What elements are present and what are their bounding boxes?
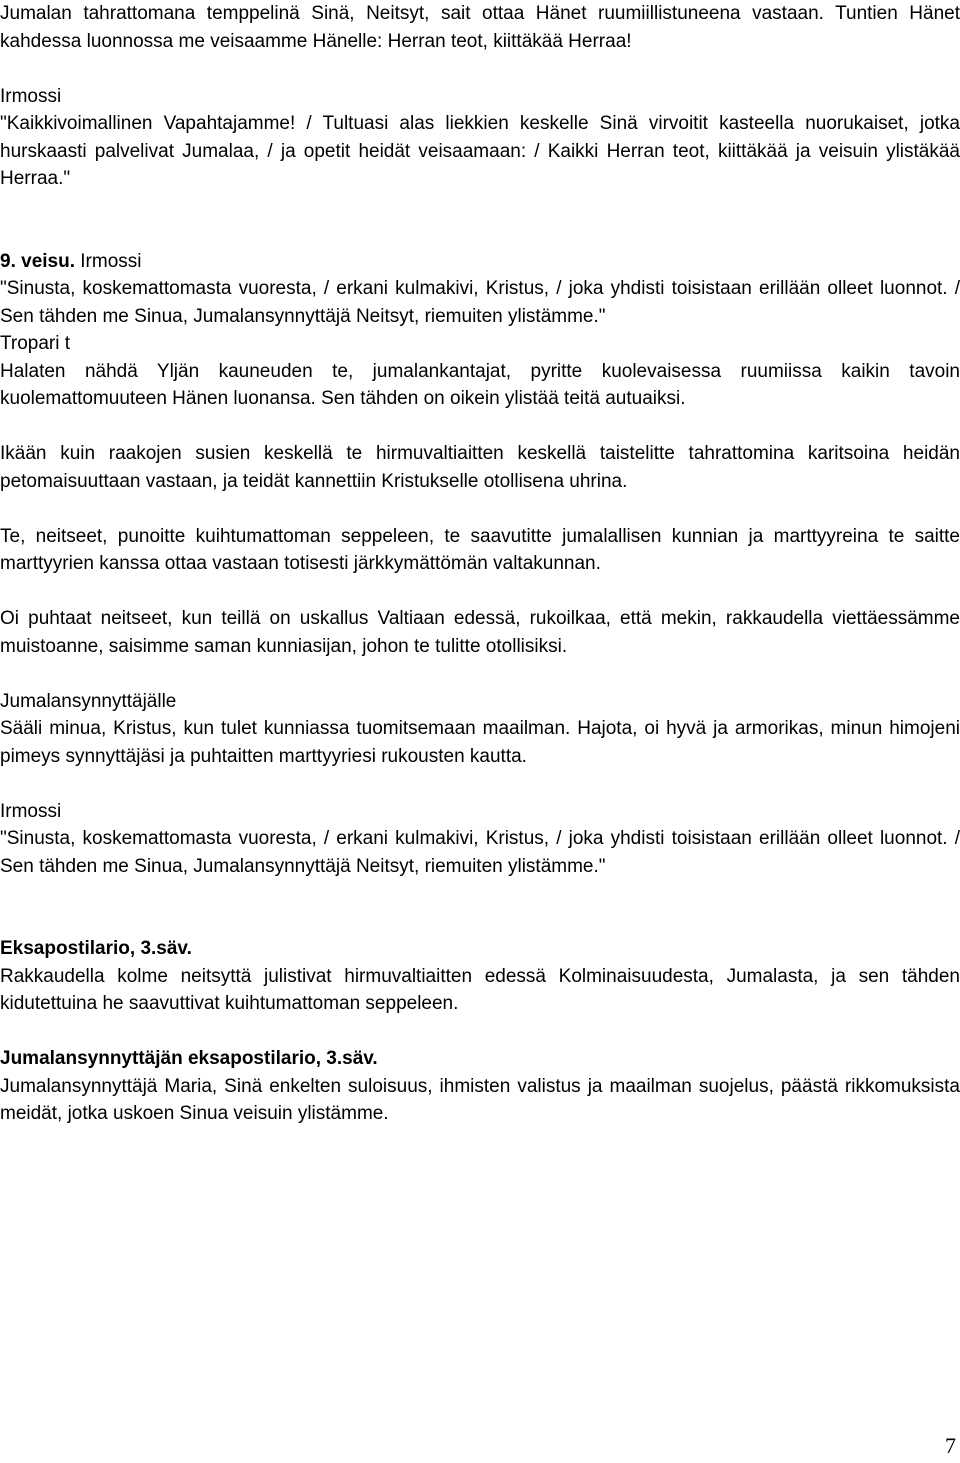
spacer xyxy=(0,578,960,606)
spacer xyxy=(0,413,960,441)
irmos-text-2: "Sinusta, koskemattomasta vuoresta, / erkani kulmakivi, Kristus, / joka yhdisti toisistaan erillään olleet luonnot. / Sen tähden me Sinua, Jumalansynnyttäjä Neitsyt, riemuiten ylistämme." xyxy=(0,828,960,877)
ode-9-irmos-label: Irmossi xyxy=(80,250,142,272)
paragraph-intro: Jumalan tahrattomana temppelinä Sinä, Neitsyt, sait ottaa Hänet ruumiillistuneena vastaan. Tuntien Hänet kahdessa luonnossa me veisaamme Hänelle: Herran teot, kiittäkää Herraa! xyxy=(0,3,960,52)
spacer xyxy=(0,55,960,83)
ode-9-heading xyxy=(0,248,960,276)
theotokion-text: Sääli minua, Kristus, kun tulet kunniassa tuomitsemaan maailman. Hajota, oi hyvä ja armorikas, minun himojeni pimeys synnyttäjäsi ja puhtaitten marttyyriesi rukousten kautta. xyxy=(0,718,960,767)
exapostilarion-text: Rakkaudella kolme neitsyttä julistivat hirmuvaltiaitten edessä Kolminaisuudesta, Jumalasta, ja sen tähden kidutettuina he saavuttivat kuihtumattoman seppeleen. xyxy=(0,965,960,1014)
page-number: 7 xyxy=(945,1433,956,1458)
troparit-label: Tropari t xyxy=(0,333,71,354)
ode-9-label: 9. veisu. xyxy=(0,250,75,272)
spacer xyxy=(0,1018,960,1046)
theotokion-label: Jumalansynnyttäjälle xyxy=(0,690,177,712)
troparion-4: Oi puhtaat neitseet, kun teillä on uskallus Valtiaan edessä, rukoilkaa, että mekin, rakkaudella viettäessämme muistoanne, saisimme saman kunniasijan, johon te tulitte otollisiksi. xyxy=(0,608,960,657)
exapostilarion-title: Eksapostilario, 3.säv. xyxy=(0,938,192,959)
irmos-label-2: Irmossi xyxy=(0,800,62,822)
irmos-text: "Kaikkivoimallinen Vapahtajamme! / Tultuasi alas liekkien keskelle Sinä virvoitit kasteella nuorukaiset, jotka hurskaasti palvelivat Jumalaa, / ja opetit heidät veisaamaan: / Kaikki Herran teot, kiittäkää ja veisuin ylistäkää Herraa." xyxy=(0,113,960,189)
irmos-label: Irmossi xyxy=(0,85,62,107)
theotokion-exapostilarion-title: Jumalansynnyttäjän eksapostilario, 3.säv. xyxy=(0,1048,378,1069)
spacer xyxy=(0,660,960,688)
ode-9-irmos-text: "Sinusta, koskemattomasta vuoresta, / erkani kulmakivi, Kristus, / joka yhdisti toisistaan erillään olleet luonnot. / Sen tähden me Sinua, Jumalansynnyttäjä Neitsyt, riemuiten ylistämme." xyxy=(0,278,960,327)
theotokion-exapostilarion-text: Jumalansynnyttäjä Maria, Sinä enkelten suloisuus, ihmisten valistus ja maailman suojelus, päästä rikkomuksista meidät, jotka uskoen Sinua veisuin ylistämme. xyxy=(0,1075,960,1124)
troparion-3: Te, neitseet, punoitte kuihtumattoman seppeleen, te saavutitte jumalallisen kunnian ja marttyyreina te saitte marttyyrien kanssa ottaa vastaan totisesti järkkymättömän valtakunnan. xyxy=(0,525,960,574)
spacer xyxy=(0,770,960,798)
spacer xyxy=(0,495,960,523)
spacer xyxy=(0,880,960,935)
troparion-2: Ikään kuin raakojen susien keskellä te hirmuvaltiaitten keskellä taistelitte tahrattomina karitsoina heidän petomaisuuttaan vastaan, ja teidät kannettiin Kristukselle otollisena uhrina. xyxy=(0,443,960,492)
spacer xyxy=(0,193,960,248)
troparion-1: Halaten nähdä Yljän kauneuden te, jumalankantajat, pyritte kuolevaisessa ruumiissa kaikin tavoin kuolemattomuuteen Hänen luonansa. Sen tähden on oikein ylistää teitä autuaiksi. xyxy=(0,360,960,409)
